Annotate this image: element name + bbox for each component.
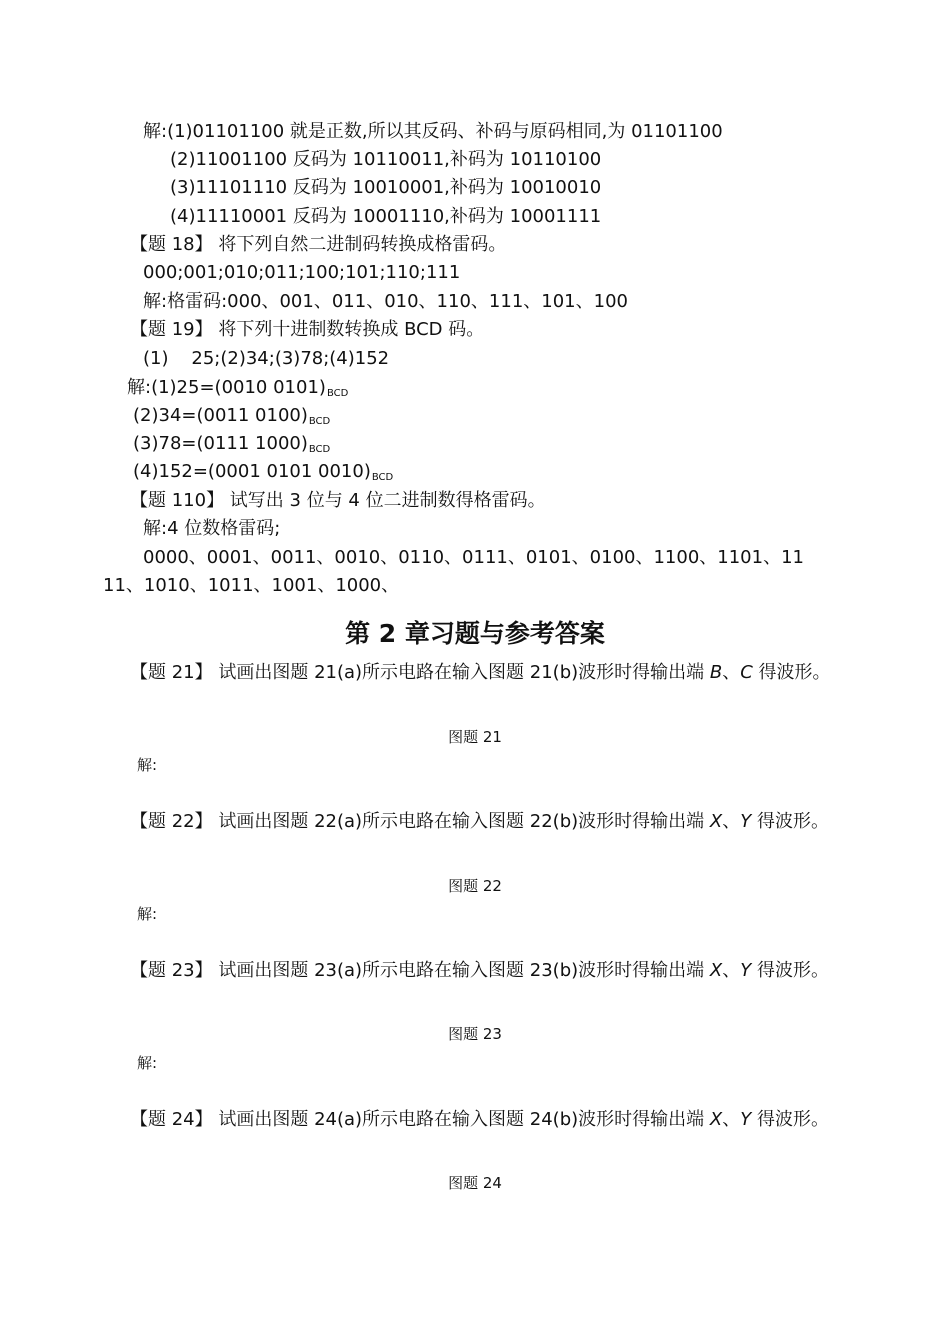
solution-19-4-text: (4)152=(0001 0101 0010): [133, 461, 371, 482]
separator: 、: [722, 662, 741, 683]
question-18-data: 000;001;010;011;100;101;110;111: [143, 262, 461, 283]
solution-19-1-text: 解:(1)25=(0010 0101): [127, 377, 326, 398]
question-21: [130, 661, 831, 685]
line-sol17-1: 解:(1)01101100 就是正数,所以其反码、补码与原码相同,为 01101100: [143, 121, 723, 142]
figure-24-caption: 图题 24: [448, 1174, 502, 1192]
variable-b: B: [709, 662, 723, 683]
solution-19-3-text: (3)78=(0111 1000): [133, 433, 308, 454]
separator: 、: [722, 960, 741, 981]
bcd-subscript: BCD: [326, 388, 349, 399]
solution-19-2: [133, 404, 330, 434]
variable-y: Y: [740, 811, 752, 832]
question-23: [130, 959, 829, 983]
variable-y: Y: [740, 1109, 752, 1130]
solution-18: 解:格雷码:000、001、011、010、110、111、101、100: [143, 291, 628, 312]
question-24-text: 【题 24】 试画出图题 24(a)所示电路在输入图题 24(b)波形时得输出端: [130, 1109, 710, 1130]
solution-19-4: [133, 460, 393, 490]
variable-c: C: [740, 662, 753, 683]
line-sol17-4: (4)11110001 反码为 10001110,补码为 10001111: [170, 206, 602, 227]
solution-22: 解:: [137, 905, 158, 923]
solution-19-1: [127, 376, 348, 406]
line-sol17-3: (3)11101110 反码为 10010001,补码为 10010010: [170, 177, 602, 198]
bcd-subscript: BCD: [308, 444, 331, 455]
solution-110-2: 0000、0001、0011、0010、0110、0111、0101、0100、1100、1101、11: [143, 547, 804, 568]
question-23-text: 【题 23】 试画出图题 23(a)所示电路在输入图题 23(b)波形时得输出端: [130, 960, 710, 981]
question-22-end: 得波形。: [751, 811, 829, 832]
bcd-subscript: BCD: [308, 416, 331, 427]
figure-22-caption: 图题 22: [448, 877, 502, 895]
line-sol17-2: (2)11001100 反码为 10110011,补码为 10110100: [170, 149, 602, 170]
separator: 、: [722, 1109, 741, 1130]
solution-110-3: 11、1010、1011、1001、1000、: [103, 575, 400, 596]
bcd-subscript: BCD: [371, 472, 394, 483]
question-21-end: 得波形。: [752, 662, 831, 683]
question-18: 【题 18】 将下列自然二进制码转换成格雷码。: [130, 234, 507, 255]
solution-21: 解:: [137, 756, 158, 774]
variable-x: X: [709, 960, 723, 981]
question-22-text: 【题 22】 试画出图题 22(a)所示电路在输入图题 22(b)波形时得输出端: [130, 811, 710, 832]
figure-21-caption: 图题 21: [448, 728, 502, 746]
solution-19-2-text: (2)34=(0011 0100): [133, 405, 308, 426]
question-21-text: 【题 21】 试画出图题 21(a)所示电路在输入图题 21(b)波形时得输出端: [130, 662, 710, 683]
question-22: [130, 810, 829, 834]
question-24: [130, 1108, 829, 1132]
question-19: 【题 19】 将下列十进制数转换成 BCD 码。: [130, 319, 485, 340]
variable-x: X: [709, 811, 723, 832]
solution-110-1: 解:4 位数格雷码;: [143, 518, 281, 539]
variable-y: Y: [740, 960, 752, 981]
solution-19-3: [133, 432, 330, 462]
question-23-end: 得波形。: [751, 960, 829, 981]
figure-23-caption: 图题 23: [448, 1025, 502, 1043]
question-110: 【题 110】 试写出 3 位与 4 位二进制数得格雷码。: [130, 490, 546, 511]
chapter-2-title: 第 2 章习题与参考答案: [345, 619, 605, 648]
solution-23: 解:: [137, 1054, 158, 1072]
question-19-data: (1) 25;(2)34;(3)78;(4)152: [143, 348, 390, 369]
separator: 、: [722, 811, 741, 832]
variable-x: X: [709, 1109, 723, 1130]
question-24-end: 得波形。: [751, 1109, 829, 1130]
